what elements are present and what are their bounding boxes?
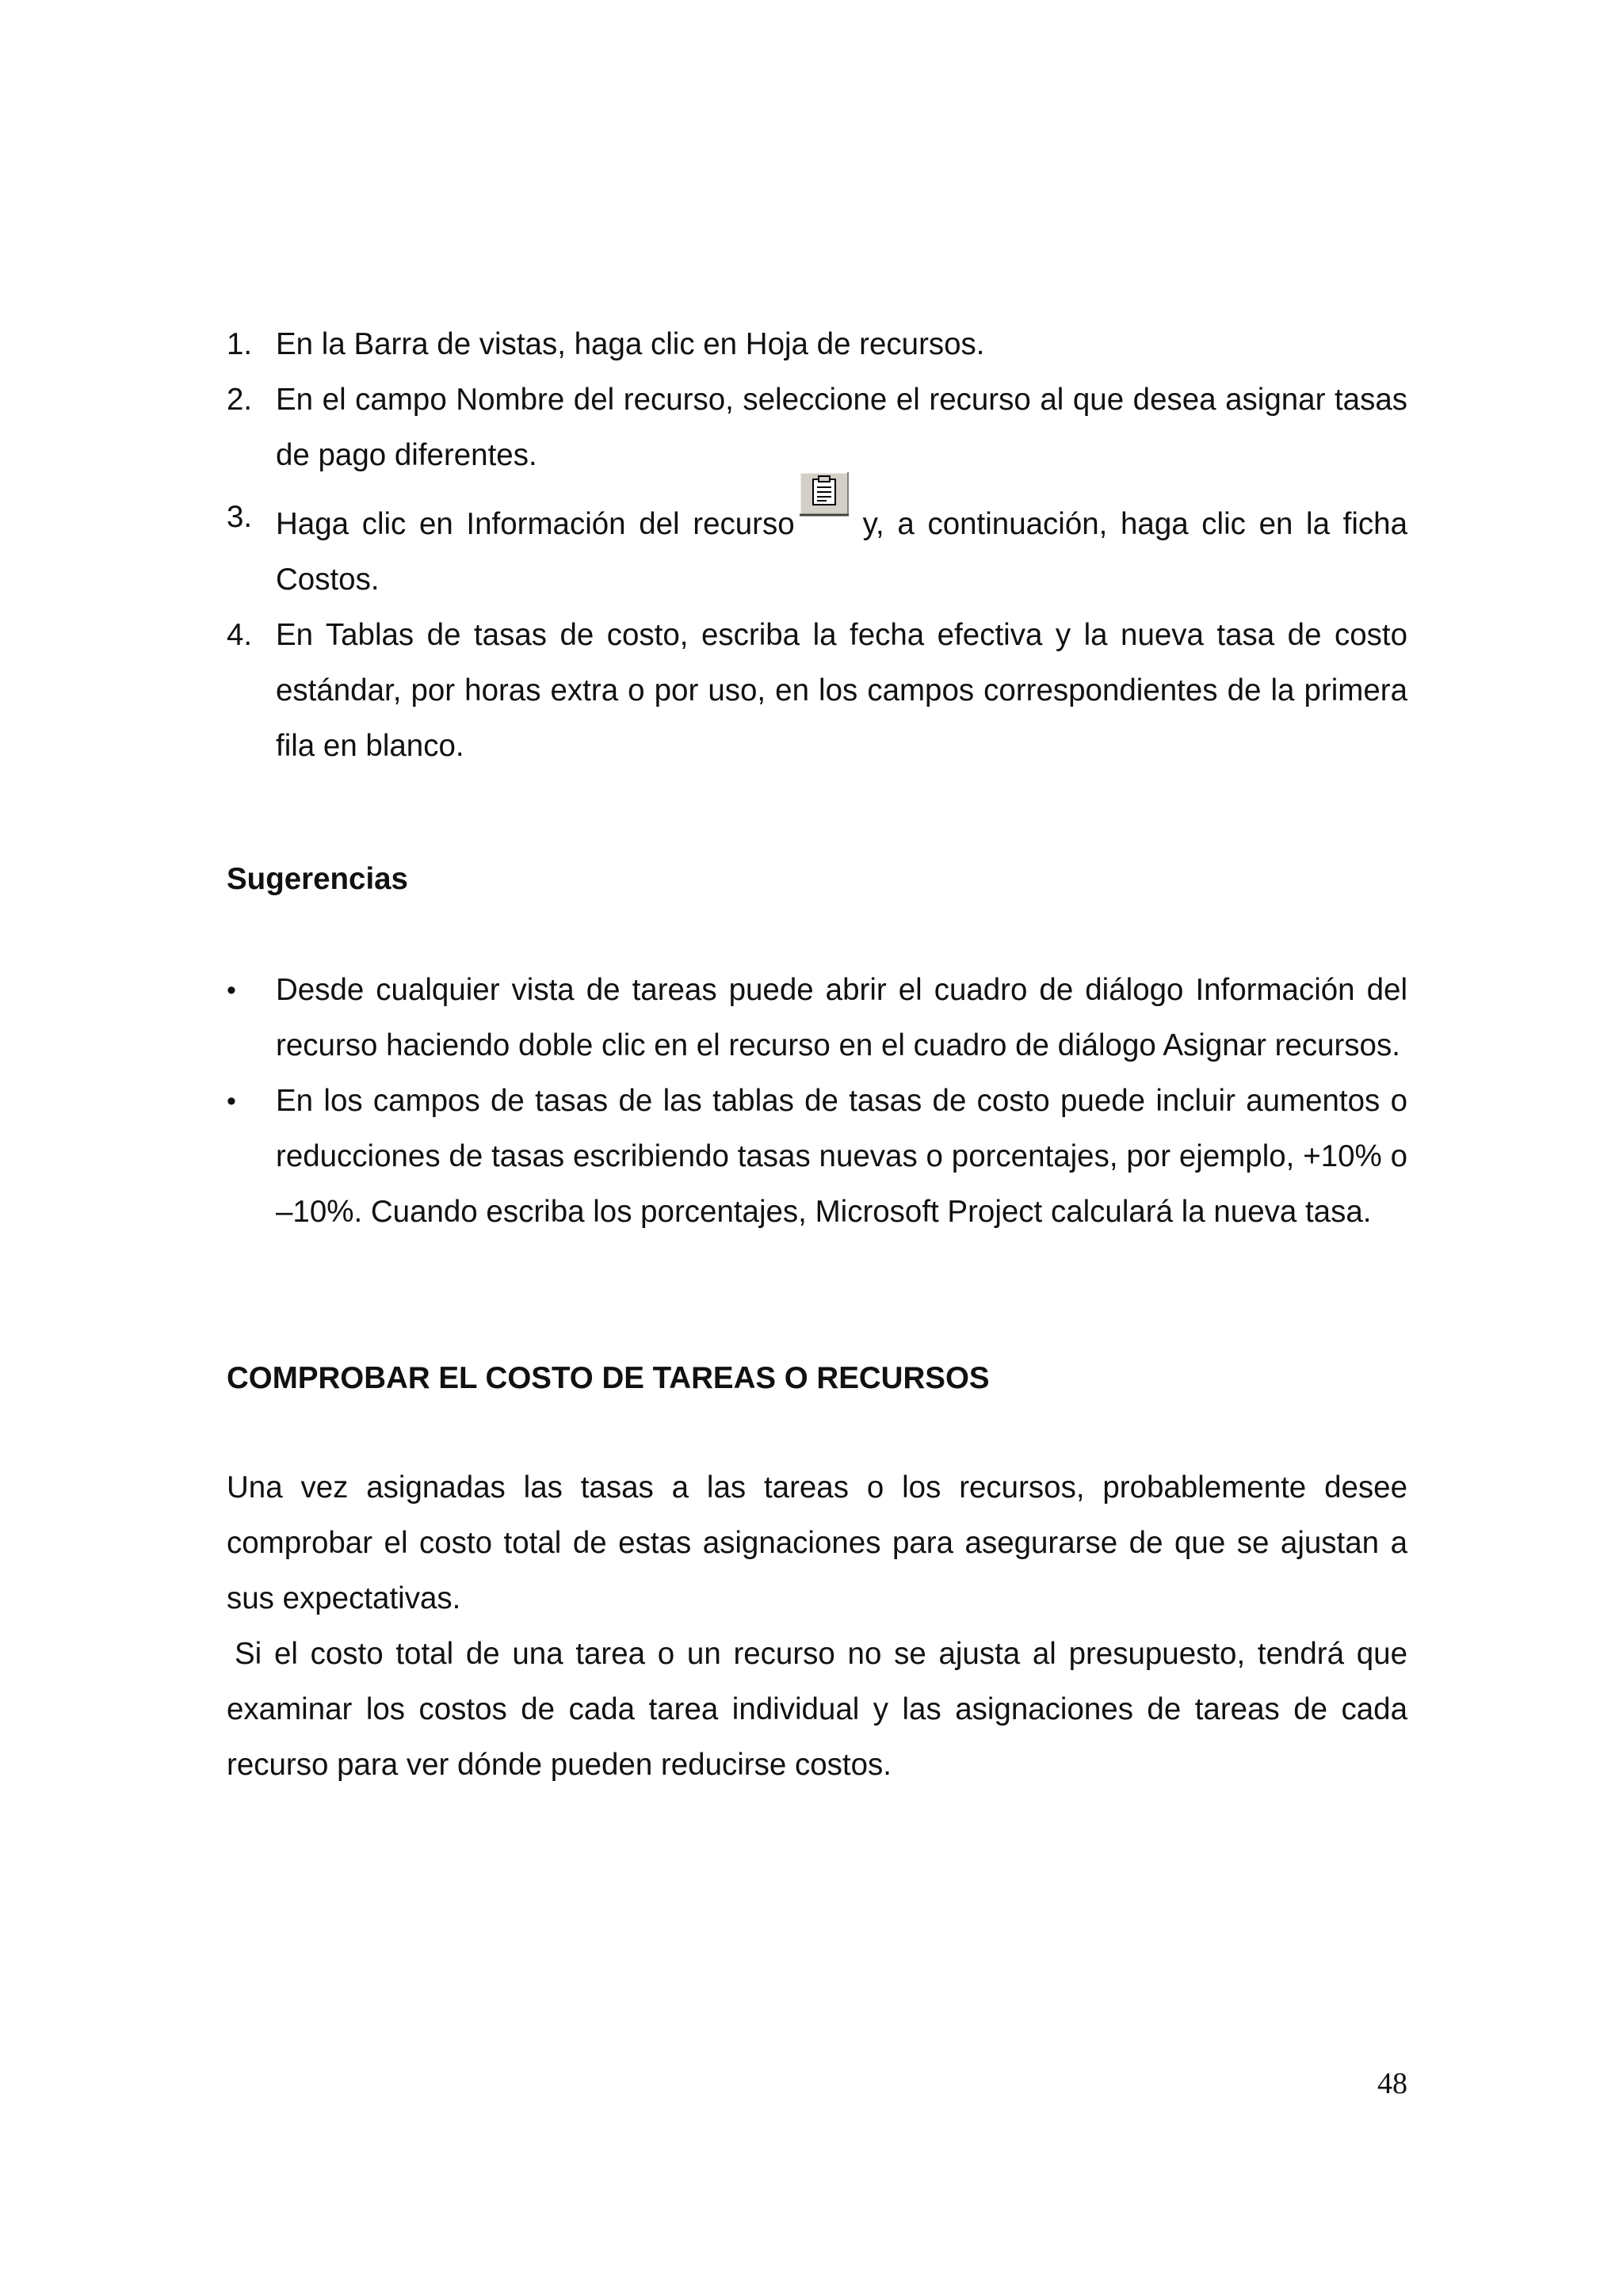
step-number: 2. <box>227 383 253 417</box>
tip-text: En los campos de tasas de las tablas de tasas de costo puede incluir aumentos o reducciones de tasas escribiendo tasas nuevas o porcentajes, por ejemplo, +10% o –10%. Cuando escriba los porcentajes, Microsoft Project calculará la nueva tasa. <box>276 1084 1407 1229</box>
step-text-after-icon: y, a continuación, haga clic en la ficha Costos. <box>276 507 1407 597</box>
bullet-icon: • <box>227 975 236 1005</box>
step-text: En el campo Nombre del recurso, seleccione el recurso al que desea asignar tasas de pago diferentes. <box>276 383 1407 472</box>
step-text: En la Barra de vistas, haga clic en Hoja de recursos. <box>276 327 985 361</box>
step-item <box>227 372 1407 483</box>
resource-information-icon <box>800 472 849 518</box>
body-paragraph: Si el costo total de una tarea o un recurso no se ajusta al presupuesto, tendrá que examinar los costos de cada tarea individual y las asignaciones de tareas de cada recurso para ver dónde pueden reducirse costos. <box>227 1637 1407 1782</box>
body-paragraph: Una vez asignadas las tasas a las tareas o los recursos, probablemente desee comprobar el costo total de estas asignaciones para asegurarse de que se ajustan a sus expectativas. <box>227 1470 1407 1615</box>
tip-item <box>227 1074 1407 1240</box>
step-item <box>227 490 1407 608</box>
steps-list <box>227 317 1407 774</box>
step-number: 4. <box>227 618 253 652</box>
tips-heading: Sugerencias <box>227 862 408 896</box>
step-item <box>227 317 1407 372</box>
tip-text: Desde cualquier vista de tareas puede abrir el cuadro de diálogo Información del recurso haciendo doble clic en el recurso en el cuadro de diálogo Asignar recursos. <box>276 973 1407 1062</box>
page-number: 48 <box>1377 2067 1407 2100</box>
section-heading: COMPROBAR EL COSTO DE TAREAS O RECURSOS <box>227 1361 990 1395</box>
document-body <box>227 317 1407 1793</box>
step-item <box>227 608 1407 774</box>
tips-list <box>227 963 1407 1240</box>
bullet-icon: • <box>227 1086 236 1116</box>
step-text: En Tablas de tasas de costo, escriba la fecha efectiva y la nueva tasa de costo estándar, por horas extra o por uso, en los campos correspondientes de la primera fila en blanco. <box>276 618 1407 763</box>
step-number: 3. <box>227 500 253 534</box>
step-text-before-icon: Haga clic en Información del recurso <box>276 507 795 541</box>
step-number: 1. <box>227 327 253 361</box>
tip-item <box>227 963 1407 1074</box>
